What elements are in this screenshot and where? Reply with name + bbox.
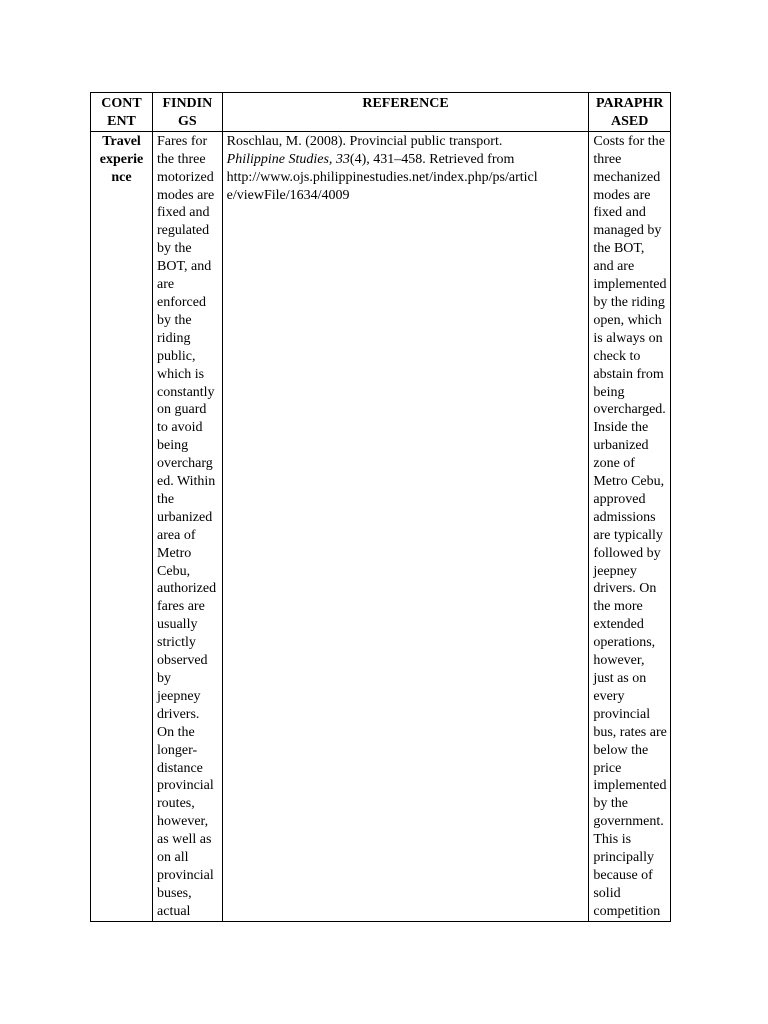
journal-title: Philippine Studies, 33: [226, 151, 350, 167]
paraphrased-cell: [589, 131, 671, 921]
header-findings: [153, 93, 223, 132]
reference-url-line: http://www.ojs.philippinestudies.net/index.php/ps/articl: [226, 169, 538, 185]
findings-line: usually: [157, 617, 198, 633]
findings-line: fixed and: [157, 205, 210, 221]
paraphrased-line: provincial: [593, 706, 651, 722]
findings-line: the three: [157, 151, 206, 167]
paraphrased-line: urbanized: [593, 438, 649, 454]
paraphrased-line: because of: [593, 867, 653, 883]
content-line: nce: [111, 169, 132, 185]
findings-line: overcharg: [157, 456, 213, 472]
paraphrased-line: three: [593, 151, 622, 167]
paraphrased-line: open, which: [593, 312, 662, 328]
paraphrased-line: price: [593, 760, 622, 776]
findings-line: Fares for: [157, 133, 208, 149]
paraphrased-line: the more: [593, 599, 643, 615]
paraphrased-line: and are: [593, 259, 635, 275]
paraphrased-line: principally: [593, 850, 655, 866]
findings-line: jeepney: [157, 688, 201, 704]
paraphrased-line: zone of: [593, 456, 635, 472]
header-findings-line: GS: [177, 113, 197, 129]
paraphrased-line: bus, rates are: [593, 724, 667, 740]
paraphrased-line: operations,: [593, 635, 656, 651]
findings-line: fares are: [157, 599, 205, 615]
findings-line: BOT, and: [157, 259, 212, 275]
findings-line: to avoid: [157, 420, 203, 436]
reference-line: [227, 151, 585, 169]
paraphrased-line: Inside the: [593, 420, 649, 436]
paraphrased-line: abstain from: [593, 366, 664, 382]
header-paraphrased-line: ASED: [611, 113, 649, 129]
findings-line: are: [157, 277, 175, 293]
findings-line: by the: [157, 241, 192, 257]
findings-line: drivers.: [157, 706, 200, 722]
paraphrased-line: admissions: [593, 509, 656, 525]
paraphrased-line: by the riding: [593, 294, 665, 310]
findings-line: area of: [157, 527, 196, 543]
findings-line: strictly: [157, 635, 196, 651]
paraphrased-line: This is: [593, 832, 632, 848]
paraphrased-line: extended: [593, 617, 644, 633]
paraphrased-line: modes are: [593, 187, 651, 203]
paraphrased-line: government.: [593, 814, 664, 830]
findings-line: routes,: [157, 796, 195, 812]
paraphrased-line: fixed and: [593, 205, 646, 221]
findings-line: modes are: [157, 187, 215, 203]
findings-line: being: [157, 438, 189, 454]
findings-line: public,: [157, 348, 196, 364]
findings-line: buses,: [157, 885, 192, 901]
findings-line: longer-: [157, 742, 198, 758]
header-content-line: CONT: [101, 96, 142, 111]
paraphrased-line: solid: [593, 885, 621, 901]
findings-line: distance: [157, 760, 203, 776]
paraphrased-line: just as on: [593, 671, 647, 686]
header-findings-line: FINDIN: [162, 96, 213, 111]
paraphrased-line: by the: [593, 796, 628, 812]
findings-cell: [153, 131, 223, 921]
findings-line: constantly: [157, 384, 215, 400]
header-paraphrased: [589, 93, 671, 132]
paraphrased-line: check to: [593, 348, 641, 364]
paraphrased-line: being: [593, 384, 625, 400]
findings-line: urbanized: [157, 509, 213, 525]
findings-line: enforced: [157, 294, 206, 310]
literature-matrix-table: [90, 92, 671, 922]
paraphrased-line: is always on: [593, 330, 663, 346]
header-row: [91, 93, 671, 132]
header-content: [91, 93, 153, 132]
header-paraphrased-line: PARAPHR: [595, 96, 664, 111]
findings-line: regulated: [157, 223, 210, 239]
findings-line: provincial: [157, 867, 214, 883]
content-line: Travel: [102, 133, 141, 149]
paraphrased-line: mechanized: [593, 169, 661, 185]
findings-line: authorized: [157, 581, 217, 597]
paraphrased-line: below the: [593, 742, 649, 758]
paraphrased-line: every: [593, 688, 625, 704]
findings-line: the: [157, 491, 175, 507]
findings-line: on guard: [157, 402, 207, 418]
findings-line: motorized: [157, 169, 214, 185]
reference-line: Roschlau, M. (2008). Provincial public transport.: [226, 133, 503, 149]
paraphrased-line: Costs for the: [593, 133, 665, 149]
findings-line: On the: [157, 724, 195, 740]
findings-line: Cebu,: [157, 563, 191, 579]
paraphrased-line: overcharged.: [593, 402, 666, 418]
findings-line: by: [157, 671, 172, 686]
paraphrased-line: Metro Cebu,: [593, 474, 665, 490]
findings-line: actual: [157, 903, 191, 919]
table-row: [91, 131, 671, 921]
findings-line: on all: [157, 850, 189, 866]
findings-line: observed: [157, 653, 208, 669]
paraphrased-line: implemented: [593, 277, 667, 293]
findings-line: as well as: [157, 832, 212, 848]
paraphrased-line: jeepney: [593, 563, 637, 579]
header-content-line: ENT: [107, 113, 136, 129]
header-reference: [222, 93, 589, 132]
paraphrased-line: followed by: [593, 545, 661, 561]
findings-line: by the: [157, 312, 192, 328]
paraphrased-line: drivers. On: [593, 581, 657, 597]
findings-line: however,: [157, 814, 209, 830]
journal-details: (4), 431–458. Retrieved from: [349, 151, 515, 167]
paraphrased-line: competition: [593, 903, 661, 919]
reference-cell: [222, 131, 589, 921]
findings-line: which is: [157, 366, 205, 382]
paraphrased-line: implemented: [593, 778, 667, 794]
findings-line: Metro: [157, 545, 192, 561]
header-reference-label: REFERENCE: [362, 96, 449, 111]
findings-line: riding: [157, 330, 191, 346]
content-line: experie: [99, 151, 144, 167]
findings-line: provincial: [157, 778, 214, 794]
paraphrased-line: managed by: [593, 223, 662, 239]
reference-url-line: e/viewFile/1634/4009: [226, 187, 350, 203]
paraphrased-line: the BOT,: [593, 241, 645, 257]
paraphrased-line: however,: [593, 653, 645, 669]
paraphrased-line: are typically: [593, 527, 663, 543]
paraphrased-line: approved: [593, 491, 646, 507]
content-cell: [91, 131, 153, 921]
findings-line: ed. Within: [157, 474, 216, 490]
